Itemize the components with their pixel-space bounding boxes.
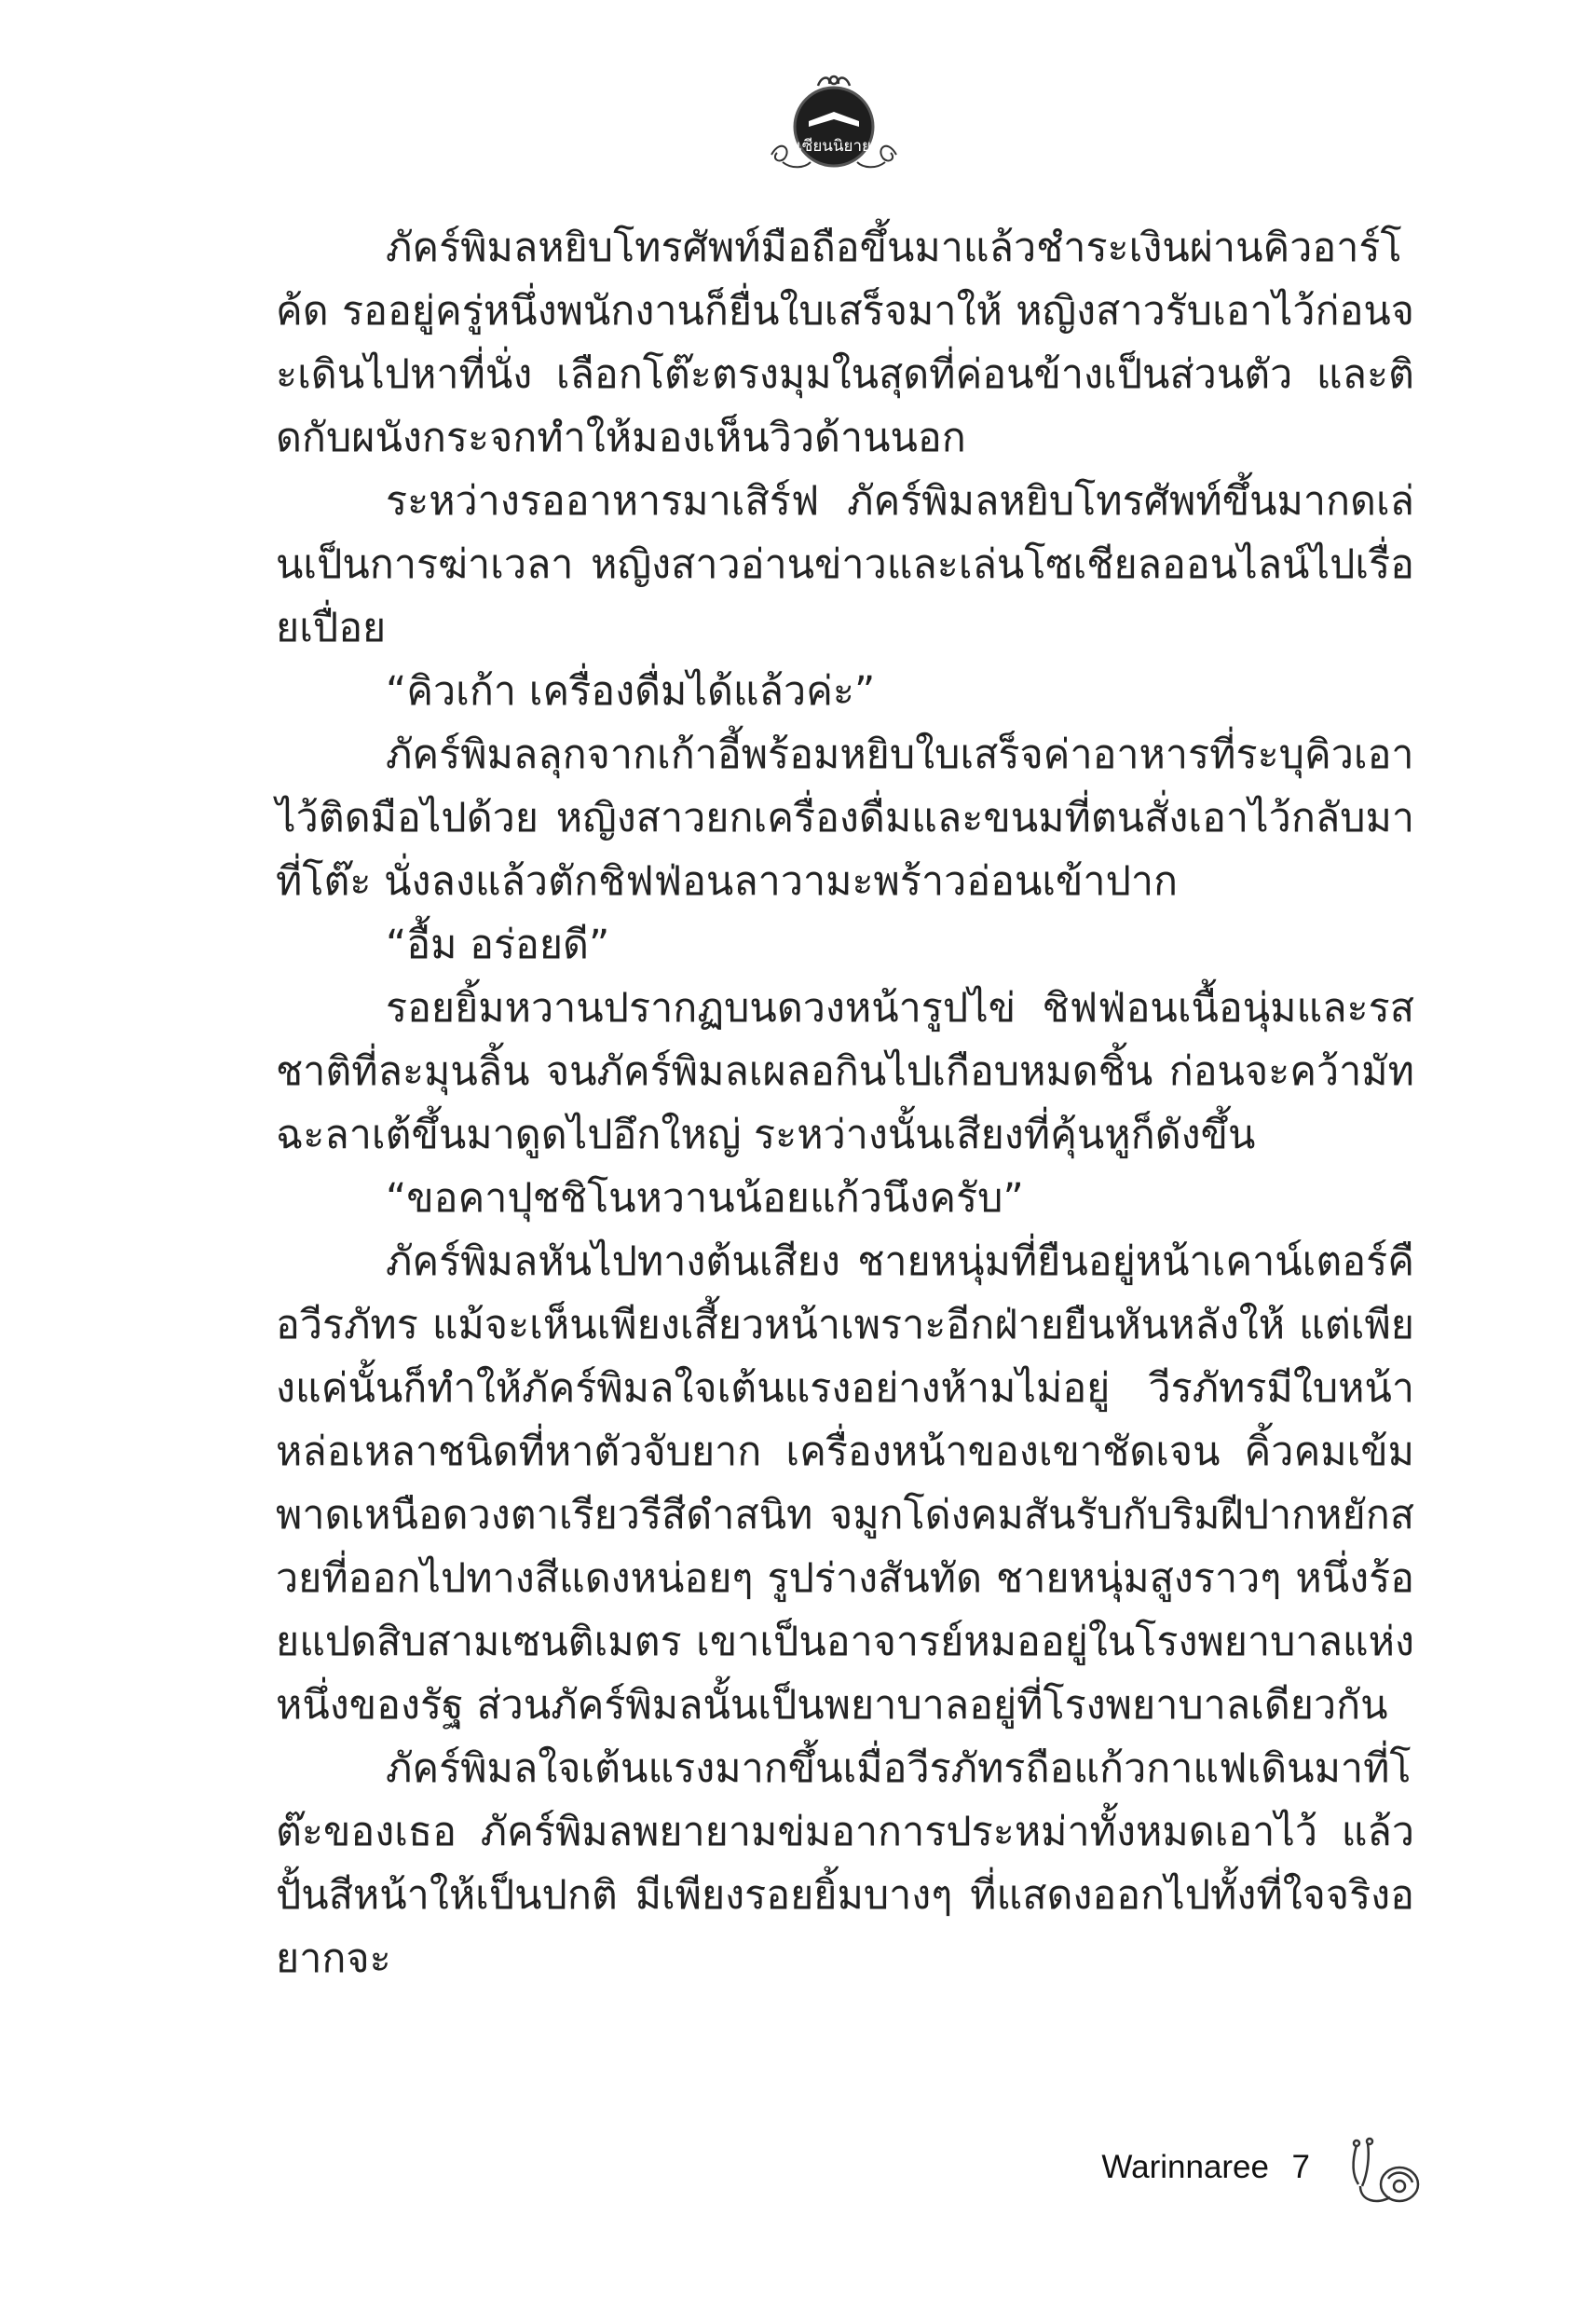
body-text: [276, 216, 1414, 1990]
paragraph: ภัคร์พิมลหยิบโทรศัพท์มือถือขึ้นมาแล้วชำระเงินผ่านคิวอาร์โค้ด รออยู่ครู่หนึ่งพนักงานก็ยื่นใบเสร็จมาให้ หญิงสาวรับเอาไว้ก่อนจะเดินไปหาที่นั่ง เลือกโต๊ะตรงมุมในสุดที่ค่อนข้างเป็นส่วนตัว และติดกับผนังกระจกทำให้มองเห็นวิวด้านนอก: [276, 225, 1414, 461]
paragraph: ภัคร์พิมลลุกจากเก้าอี้พร้อมหยิบใบเสร็จค่าอาหารที่ระบุคิวเอาไว้ติดมือไปด้วย หญิงสาวยกเครื่องดื่มและขนมที่ตนสั่งเอาไว้กลับมาที่โต๊ะ นั่งลงแล้วตักชิฟฟ่อนลาวามะพร้าวอ่อนเข้าปาก: [276, 732, 1414, 905]
paragraph: ภัคร์พิมลหันไปทางต้นเสียง ชายหนุ่มที่ยืนอยู่หน้าเคาน์เตอร์คือวีรภัทร แม้จะเห็นเพียงเสี้ยวหน้าเพราะอีกฝ่ายยืนหันหลังให้ แต่เพียงแค่นั้นก็ทำให้ภัคร์พิมลใจเต้นแรงอย่างห้ามไม่อยู่ วีรภัทรมีใบหน้าหล่อเหลาชนิดที่หาตัวจับยาก เครื่องหน้าของเขาชัดเจน คิ้วคมเข้มพาดเหนือดวงตาเรียวรีสีดำสนิท จมูกโด่งคมสันรับกับริมฝีปากหยักสวยที่ออกไปทางสีแดงหน่อยๆ รูปร่างสันทัด ชายหนุ่มสูงราวๆ หนึ่งร้อยแปดสิบสามเซนติเมตร เขาเป็นอาจารย์หมออยู่ในโรงพยาบาลแห่งหนึ่งของรัฐ ส่วนภัคร์พิมลนั้นเป็นพยาบาลอยู่ที่โรงพยาบาลเดียวกัน: [276, 1238, 1414, 1729]
paragraph: รอยยิ้มหวานปรากฏบนดวงหน้ารูปไข่ ชิฟฟ่อนเนื้อนุ่มและรสชาติที่ละมุนลิ้น จนภัคร์พิมลเผลอกินไปเกือบหมดชิ้น ก่อนจะคว้ามัทฉะลาเต้ขึ้นมาดูดไปอึกใหญ่ ระหว่างนั้นเสียงที่คุ้นหูก็ดังขึ้น: [276, 985, 1414, 1158]
dialogue-line: “คิวเก้า เครื่องดื่มได้แล้วค่ะ”: [386, 668, 876, 715]
dialogue-line: “อื้ม อร่อยดี”: [386, 922, 610, 968]
page-footer: [1025, 2136, 1425, 2210]
publisher-logo: [764, 65, 904, 177]
logo-crown-icon: [818, 76, 850, 86]
page-number: 7: [1291, 2149, 1310, 2185]
dialogue-line: “ขอคาปุชชิโนหวานน้อยแก้วนึงครับ”: [386, 1175, 1024, 1222]
footer-author: Warinnaree: [1101, 2149, 1269, 2185]
stethoscope-ornament-icon: [1336, 2136, 1425, 2210]
paragraph: ภัคร์พิมลใจเต้นแรงมากขึ้นเมื่อวีรภัทรถือแก้วกาแฟเดินมาที่โต๊ะของเธอ ภัคร์พิมลพยายามข่มอาการประหม่าทั้งหมดเอาไว้ แล้วปั้นสีหน้าให้เป็นปกติ มีเพียงรอยยิ้มบางๆ ที่แสดงออกไปทั้งที่ใจจริงอยากจะ: [276, 1745, 1414, 1982]
paragraph: ระหว่างรออาหารมาเสิร์ฟ ภัคร์พิมลหยิบโทรศัพท์ขึ้นมากดเล่นเป็นการฆ่าเวลา หญิงสาวอ่านข่าวและเล่นโซเชียลออนไลน์ไปเรื่อยเปื่อย: [276, 478, 1414, 651]
logo-text: เซียนนิยาย: [796, 137, 872, 156]
